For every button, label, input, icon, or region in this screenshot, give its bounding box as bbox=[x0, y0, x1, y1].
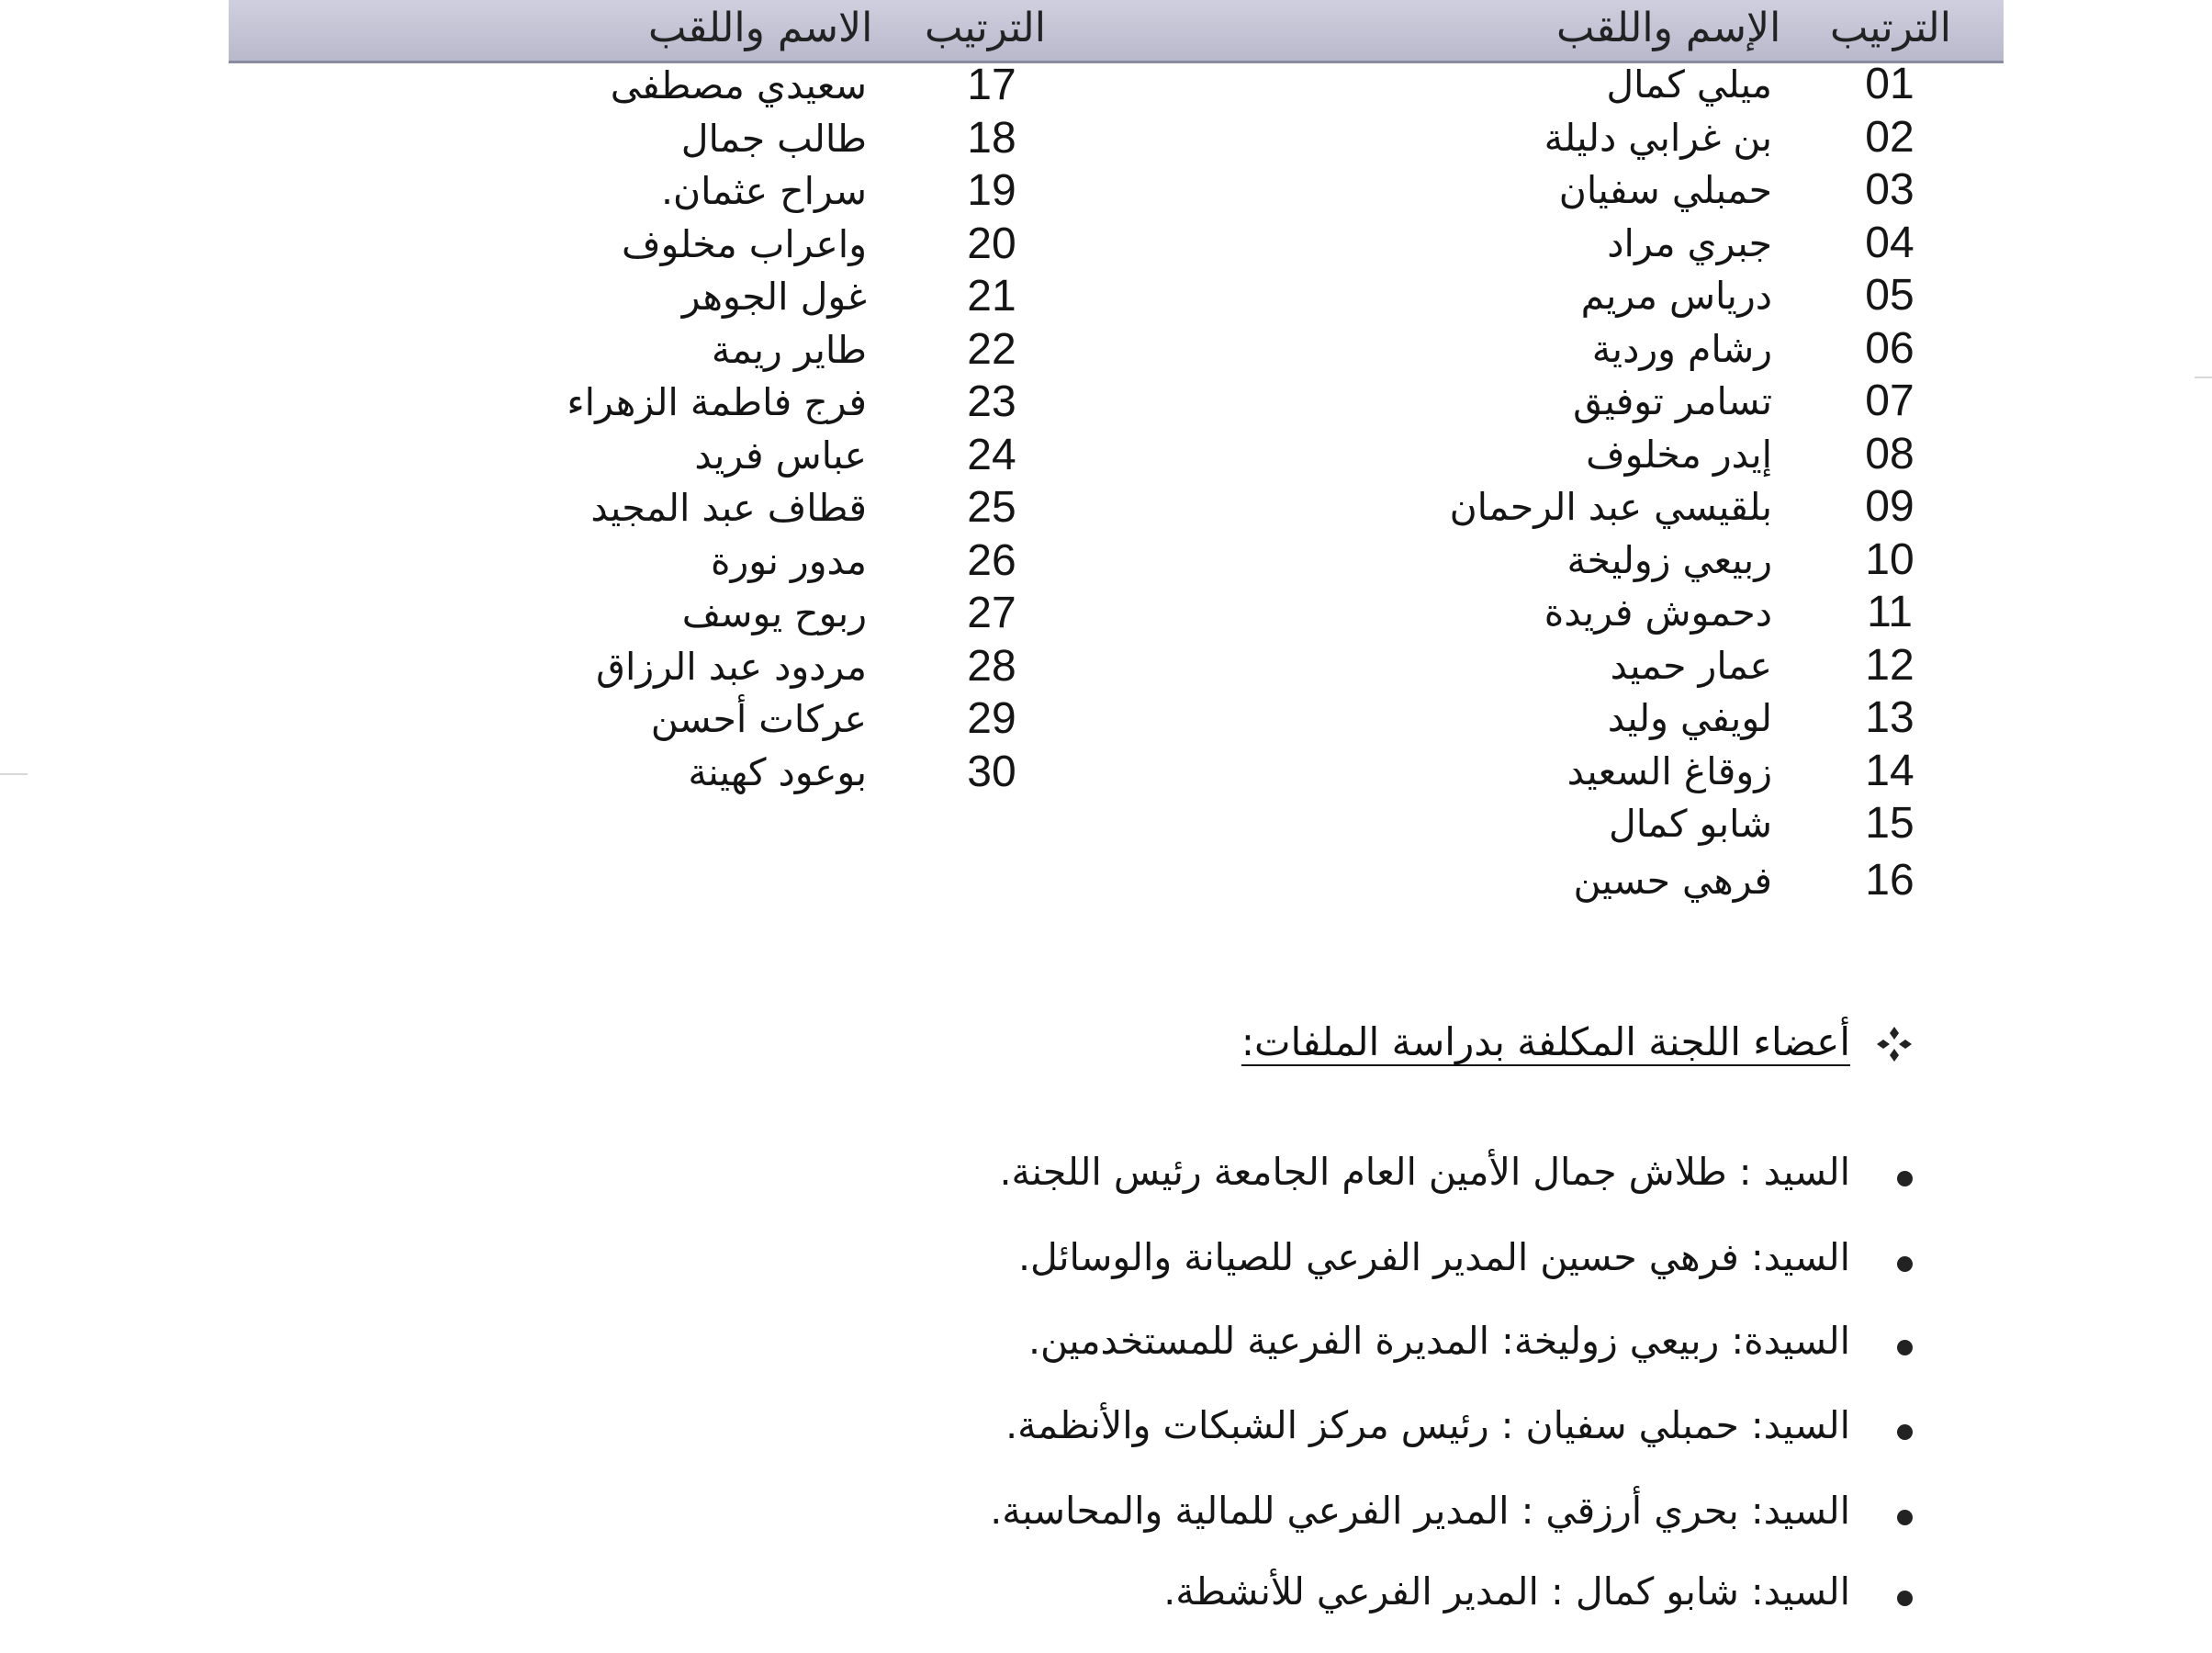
person-name: سعيدي مصطفى bbox=[610, 63, 867, 107]
four-diamond-ornament-icon bbox=[1875, 1025, 1914, 1063]
person-name: درياس مريم bbox=[1580, 274, 1772, 318]
committee-member: السيد : طلاش جمال الأمين العام الجامعة رئيس اللجنة. bbox=[999, 1150, 1850, 1194]
scan-mark bbox=[0, 773, 28, 775]
rank-number: 19 bbox=[967, 166, 1016, 215]
committee-member: السيد: شابو كمال : المدير الفرعي للأنشطة. bbox=[1163, 1569, 1850, 1614]
person-name: عركات أحسن bbox=[650, 697, 867, 741]
rank-number: 25 bbox=[967, 483, 1016, 532]
header-name-right: الإسم واللقب bbox=[1556, 5, 1781, 51]
rank-number: 23 bbox=[967, 377, 1016, 426]
committee-member: السيد: فرهي حسين المدير الفرعي للصيانة والوسائل. bbox=[1018, 1235, 1850, 1279]
person-name: زوقاغ السعيد bbox=[1566, 748, 1772, 793]
person-name: دحموش فريدة bbox=[1544, 590, 1772, 635]
person-name: ربيعي زوليخة bbox=[1566, 537, 1772, 582]
rank-number: 15 bbox=[1865, 799, 1914, 848]
rank-number: 11 bbox=[1867, 588, 1913, 636]
rank-number: 14 bbox=[1865, 746, 1914, 795]
person-name: سراح عثمان. bbox=[660, 169, 867, 213]
rank-number: 21 bbox=[967, 272, 1016, 320]
bullet-icon bbox=[1897, 1340, 1913, 1355]
header-rank-right: الترتيب bbox=[1830, 5, 1951, 51]
rank-number: 20 bbox=[967, 219, 1016, 268]
bullet-icon bbox=[1897, 1591, 1913, 1606]
person-name: فرج فاطمة الزهراء bbox=[567, 380, 867, 424]
committee-member: السيدة: ربيعي زوليخة: المديرة الفرعية للمستخدمين. bbox=[1027, 1319, 1850, 1363]
bullet-icon bbox=[1897, 1256, 1913, 1272]
person-name: شابو كمال bbox=[1609, 802, 1772, 846]
rank-number: 30 bbox=[967, 747, 1016, 796]
person-name: بن غرابي دليلة bbox=[1544, 115, 1772, 160]
person-name: قطاف عبد المجيد bbox=[590, 486, 867, 530]
rank-number: 27 bbox=[967, 589, 1016, 637]
person-name: لويفي وليد bbox=[1607, 696, 1772, 740]
person-name: بلقيسي عبد الرحمان bbox=[1449, 485, 1772, 529]
person-name: مردود عبد الرزاق bbox=[596, 644, 867, 689]
bullet-icon bbox=[1897, 1424, 1913, 1440]
person-name: مدور نورة bbox=[711, 538, 867, 583]
rank-number: 22 bbox=[967, 324, 1016, 374]
person-name: طالب جمال bbox=[680, 116, 867, 161]
rank-number: 24 bbox=[967, 430, 1016, 479]
rank-number: 08 bbox=[1865, 429, 1914, 478]
rank-number: 07 bbox=[1865, 377, 1914, 425]
person-name: فرهي حسين bbox=[1573, 858, 1772, 903]
rank-number: 28 bbox=[967, 641, 1016, 691]
rank-number: 04 bbox=[1865, 218, 1914, 267]
rank-number: 02 bbox=[1865, 112, 1914, 162]
person-name: غول الجوهر bbox=[681, 275, 867, 319]
rank-number: 12 bbox=[1865, 640, 1914, 690]
person-name: ميلي كمال bbox=[1606, 62, 1772, 107]
rank-number: 10 bbox=[1865, 534, 1914, 584]
person-name: بوعود كهينة bbox=[688, 749, 867, 794]
bullet-icon bbox=[1897, 1510, 1913, 1525]
committee-title: أعضاء اللجنة المكلفة بدراسة الملفات: bbox=[1241, 1019, 1850, 1064]
rank-number: 18 bbox=[967, 113, 1016, 163]
header-rank-left: الترتيب bbox=[925, 5, 1046, 51]
rank-number: 09 bbox=[1865, 482, 1914, 531]
header-name-left: الاسم واللقب bbox=[648, 5, 873, 51]
person-name: واعراب مخلوف bbox=[622, 221, 867, 266]
person-name: تسامر توفيق bbox=[1573, 379, 1772, 423]
rank-number: 01 bbox=[1865, 60, 1914, 108]
bullet-icon bbox=[1897, 1171, 1913, 1186]
person-name: رشام وردية bbox=[1591, 326, 1772, 371]
rank-number: 17 bbox=[967, 61, 1016, 109]
rank-number: 16 bbox=[1865, 855, 1914, 905]
rank-number: 03 bbox=[1865, 165, 1914, 214]
rank-number: 26 bbox=[967, 535, 1016, 585]
person-name: جبري مراد bbox=[1607, 220, 1772, 265]
committee-member: السيد: حمبلي سفيان : رئيس مركز الشبكات والأنظمة. bbox=[1005, 1403, 1850, 1447]
rank-number: 05 bbox=[1865, 271, 1914, 320]
person-name: ربوح يوسف bbox=[681, 591, 867, 635]
rank-number: 13 bbox=[1865, 693, 1914, 742]
scan-mark bbox=[2195, 377, 2212, 378]
person-name: إيدر مخلوف bbox=[1586, 432, 1772, 477]
rank-number: 29 bbox=[967, 694, 1016, 743]
rank-number: 06 bbox=[1865, 323, 1914, 373]
person-name: طاير ريمة bbox=[711, 327, 867, 372]
committee-member: السيد: بحري أرزقي : المدير الفرعي للمالية والمحاسبة. bbox=[990, 1489, 1850, 1533]
person-name: حمبلي سفيان bbox=[1558, 168, 1772, 212]
person-name: عمار حميد bbox=[1610, 643, 1772, 688]
person-name: عباس فريد bbox=[694, 433, 867, 478]
